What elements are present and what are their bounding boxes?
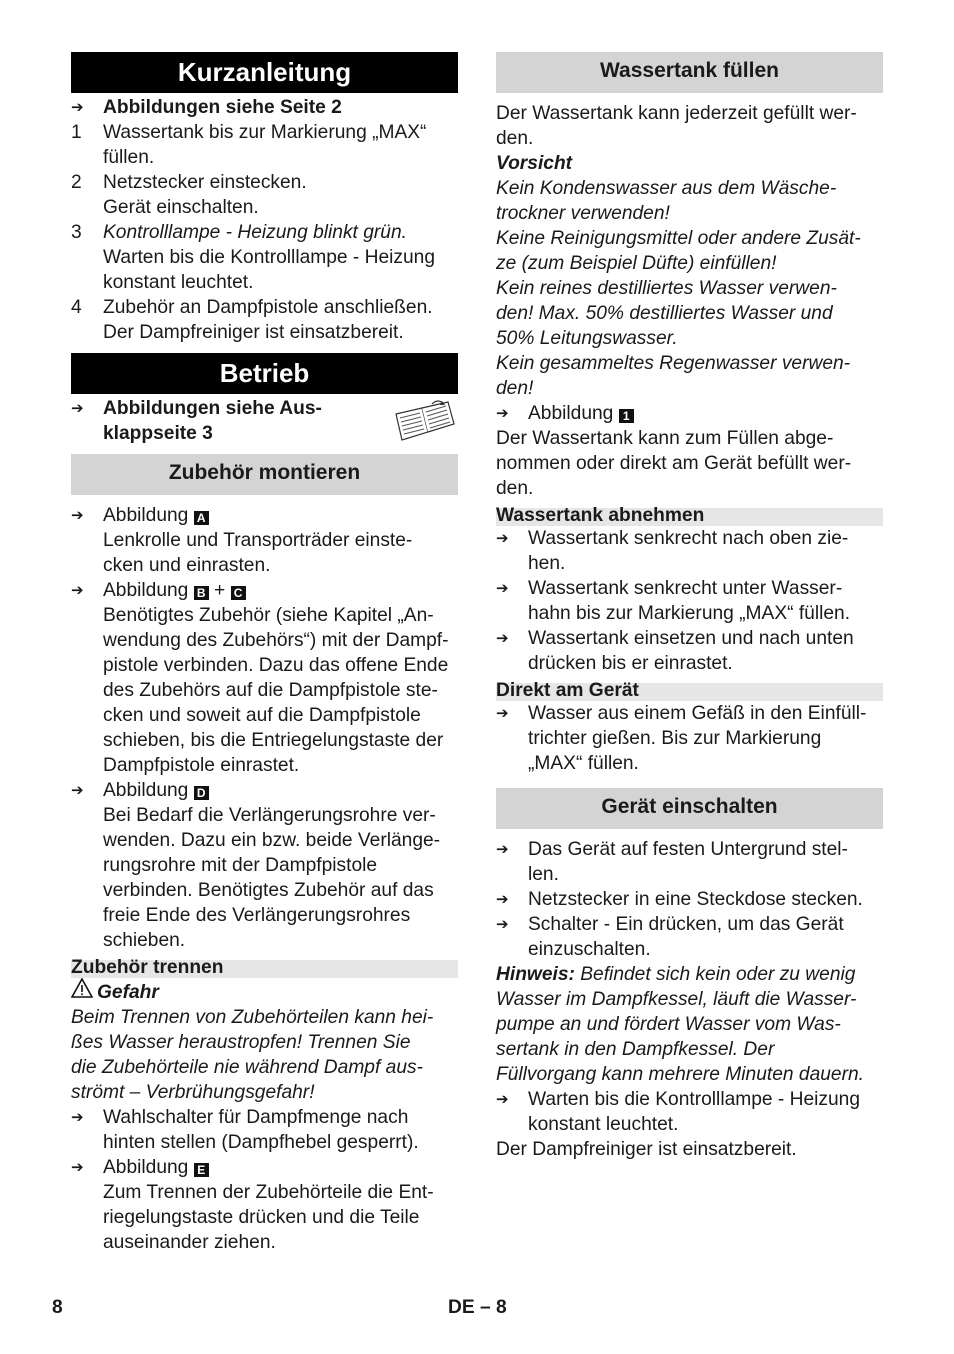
arrow-right-icon: ➔ <box>71 582 84 599</box>
figure-d-label: D <box>194 786 209 800</box>
arrow-right-icon: ➔ <box>71 1159 84 1176</box>
left-column <box>71 52 458 1255</box>
warten-item: ➔ Warten bis die Kontrolllampe - Heizung konstant leuchtet. <box>496 1089 861 1135</box>
abnehmen-item: ➔ Wassertank einsetzen und nach unten drücken bis er einrastet. <box>496 628 854 674</box>
warning-triangle-icon <box>71 978 97 1005</box>
step-2: 2 Netzstecker einstecken. Gerät einschalten. <box>71 172 307 218</box>
kurz-reference: ➔ Abbildungen siehe Seite 2 <box>71 97 342 118</box>
arrow-right-icon: ➔ <box>496 891 509 908</box>
arrow-right-icon: ➔ <box>71 1109 84 1126</box>
direkt-am-geraet-heading: Direkt am Gerät <box>496 683 883 701</box>
figure-b-label: B <box>194 586 209 600</box>
direkt-item: ➔ Wasser aus einem Gefäß in den Einfüll- trichter gießen. Bis zur Markierung „MAX“ füllen. <box>496 703 867 774</box>
step-1: 1 Wassertank bis zur Markierung „MAX“ füllen. <box>71 122 427 168</box>
figure-d-item: ➔ Abbildung D Bei Bedarf die Verlängerungsrohre ver- wenden. Dazu ein bzw. beide Verlänge- rungsrohre mit der Dampfpistole verbinden. Benötigtes Zubehör auf das freie Ende des Verlängerungsrohres schieben. <box>71 780 441 951</box>
figure-1-item: ➔ Abbildung 1 <box>496 401 883 426</box>
figure-c-label: C <box>231 586 246 600</box>
arrow-right-icon: ➔ <box>496 841 509 858</box>
figure-e-item: ➔ Abbildung E Zum Trennen der Zubehörteile die Ent- riegelungstaste drücken und die Teile auseinander ziehen. <box>71 1157 434 1253</box>
einschalten-item: ➔ Schalter - Ein drücken, um das Gerät einzuschalten. <box>496 914 844 960</box>
page-footer-label: DE – 8 <box>448 1297 507 1318</box>
hinweis-block: Hinweis: Befindet sich kein oder zu wenig Wasser im Dampfkessel, läuft die Wasser- pumpe an und fördert Wasser vom Was- sertank in den Dampfkessel. Der Füllvorgang kann mehrere Minuten dauern. <box>496 964 864 1085</box>
arrow-right-icon: ➔ <box>496 630 509 647</box>
einschalten-item: ➔ Netzstecker in eine Steckdose stecken. <box>496 889 863 910</box>
arrow-right-icon: ➔ <box>496 1091 509 1108</box>
arrow-right-icon: ➔ <box>496 405 509 422</box>
final-text: Der Dampfreiniger ist einsatzbereit. <box>496 1139 797 1160</box>
zubehoer-trennen-heading: Zubehör trennen <box>71 960 458 978</box>
right-column <box>496 52 883 1162</box>
figure-e-label: E <box>194 1163 209 1177</box>
step-4: 4 Zubehör an Dampfpistole anschließen. Der Dampfreiniger ist einsatzbereit. <box>71 297 433 343</box>
arrow-right-icon: ➔ <box>496 916 509 933</box>
einschalten-item: ➔ Das Gerät auf festen Untergrund stel- len. <box>496 839 848 885</box>
page-number: 8 <box>52 1297 63 1318</box>
step-3: 3 Kontrolllampe - Heizung blinkt grün. Warten bis die Kontrolllampe - Heizung konstant leuchtet. <box>71 222 436 293</box>
arrow-right-icon: ➔ <box>71 400 84 417</box>
arrow-right-icon: ➔ <box>71 99 84 116</box>
arrow-right-icon: ➔ <box>496 530 509 547</box>
arrow-right-icon: ➔ <box>71 782 84 799</box>
wahlschalter-item: ➔ Wahlschalter für Dampfmenge nach hinten stellen (Dampfhebel gesperrt). <box>71 1107 419 1153</box>
abnehmen-item: ➔ Wassertank senkrecht unter Wasser- hahn bis zur Markierung „MAX“ füllen. <box>496 578 851 624</box>
wassertank-abnehmen-heading: Wassertank abnehmen <box>496 508 883 526</box>
figure-bc-item: ➔ Abbildung B + C Benötigtes Zubehör (siehe Kapitel „An- wendung des Zubehörs“) mit der Dampf- pistole verbinden. Dazu das offene Ende des Zubehörs auf die Dampfpistole ste- cken und soweit auf die Dampfpistole schieben, bis die Entriegelungstaste der Dampfpistole einrastet. <box>71 580 449 776</box>
kurzanleitung-heading: Kurzanleitung <box>71 52 458 93</box>
arrow-right-icon: ➔ <box>496 580 509 597</box>
betrieb-reference: ➔ Abbildungen siehe Aus- klappseite 3 <box>71 396 458 446</box>
tank-intro: Der Wassertank kann jederzeit gefüllt wer- den. <box>496 103 857 149</box>
figure-a-label: A <box>194 511 209 525</box>
arrow-right-icon: ➔ <box>496 705 509 722</box>
arrow-right-icon: ➔ <box>71 507 84 524</box>
figure-a-item: ➔ Abbildung A Lenkrolle und Transporträder einste- cken und einrasten. <box>71 505 413 576</box>
abnehmen-item: ➔ Wassertank senkrecht nach oben zie- hen. <box>496 528 849 574</box>
geraet-einschalten-heading: Gerät einschalten <box>496 788 883 829</box>
foldout-book-icon <box>392 400 458 444</box>
zubehoer-montieren-heading: Zubehör montieren <box>71 454 458 495</box>
gefahr-block: Gefahr Beim Trennen von Zubehörteilen kann hei- ßes Wasser heraustropfen! Trennen Sie die Zubehörteile nie während Dampf aus- strömt – Verbrühungsgefahr! <box>71 978 458 1105</box>
vorsicht-block: Vorsicht Kein Kondenswasser aus dem Wäsche- trockner verwenden! Keine Reinigungsmittel oder andere Zusät- ze (zum Beispiel Düfte) einfüllen! Kein reines destilliertes Wasser verwen- den! Max. 50% destilliertes Wasser und 50% Leitungswasser. Kein gesammeltes Regenwasser verwen- den! <box>496 153 861 399</box>
wassertank-fuellen-heading: Wassertank füllen <box>496 52 883 93</box>
fill-text: Der Wassertank kann zum Füllen abge- nommen oder direkt am Gerät befüllt wer- den. <box>496 428 852 499</box>
betrieb-heading: Betrieb <box>71 353 458 394</box>
figure-1-label: 1 <box>619 409 634 423</box>
